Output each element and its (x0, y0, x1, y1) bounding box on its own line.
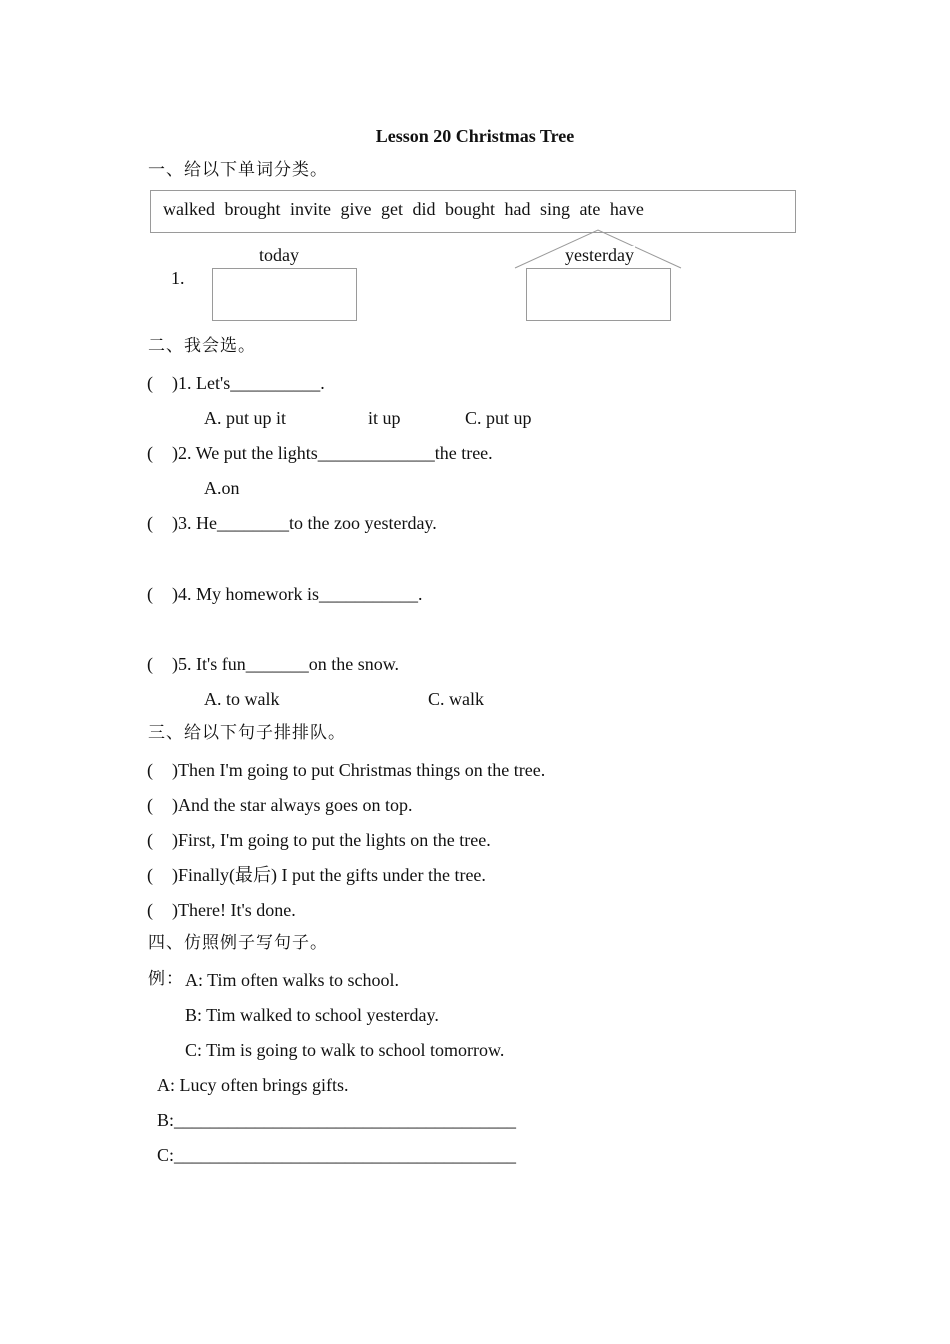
label-today: today (259, 245, 299, 265)
example-sentence-b: B: Tim walked to school yesterday. (185, 1005, 439, 1025)
option-b: it up (368, 408, 401, 428)
sentence-text: )Finally(最后) I put the gifts under the tree. (172, 865, 486, 885)
answer-paren[interactable]: ( (147, 865, 153, 885)
example-sentence-a: A: Tim often walks to school. (185, 970, 400, 990)
sentence-text: )And the star always goes on top. (172, 795, 413, 815)
answer-paren[interactable]: ( (147, 584, 153, 604)
yesterday-answer-box[interactable] (526, 268, 671, 321)
answer-paren[interactable]: ( (147, 900, 153, 920)
answer-paren[interactable]: ( (147, 443, 153, 463)
sentence-text: )There! It's done. (172, 900, 296, 920)
example-sentence-c: C: Tim is going to walk to school tomorrow. (185, 1040, 505, 1060)
answer-paren[interactable]: ( (147, 795, 153, 815)
task-answer-b[interactable]: B:______________________________________ (157, 1110, 517, 1130)
section-3-heading: 三、给以下句子排排队。 (148, 723, 346, 743)
answer-paren[interactable]: ( (147, 654, 153, 674)
word-bank-box (150, 190, 796, 233)
option-a: A. put up it (204, 408, 287, 428)
section-2-heading: 二、我会选。 (148, 336, 256, 356)
sentence-text: )Then I'm going to put Christmas things on the tree. (172, 760, 546, 780)
question-number: 1. (171, 268, 185, 288)
word-bank-words: walked brought invite give get did bought had sing ate have (163, 199, 644, 219)
answer-paren[interactable]: ( (147, 513, 153, 533)
section-4-heading: 四、仿照例子写句子。 (148, 933, 328, 953)
label-yesterday: yesterday (565, 245, 634, 265)
option-c: C. walk (428, 689, 484, 709)
option-c: C. put up (465, 408, 532, 428)
task-sentence-a: A: Lucy often brings gifts. (157, 1075, 349, 1095)
question-text: )4. My homework is___________. (172, 584, 423, 604)
question-text: )3. He________to the zoo yesterday. (172, 513, 437, 533)
question-text: )2. We put the lights_____________the tree. (172, 443, 493, 463)
question-text: )1. Let's__________. (172, 373, 325, 393)
section-1-heading: 一、给以下单词分类。 (148, 160, 328, 180)
question-text: )5. It's fun_______on the snow. (172, 654, 400, 674)
option-a: A. to walk (204, 689, 280, 709)
page-title: Lesson 20 Christmas Tree (375, 126, 575, 146)
answer-paren[interactable]: ( (147, 760, 153, 780)
task-answer-c[interactable]: C:______________________________________ (157, 1145, 517, 1165)
option-a: A.on (204, 478, 240, 498)
answer-paren[interactable]: ( (147, 373, 153, 393)
sentence-text: )First, I'm going to put the lights on the tree. (172, 830, 491, 850)
answer-paren[interactable]: ( (147, 830, 153, 850)
example-label: 例： (148, 969, 184, 989)
today-answer-box[interactable] (212, 268, 357, 321)
